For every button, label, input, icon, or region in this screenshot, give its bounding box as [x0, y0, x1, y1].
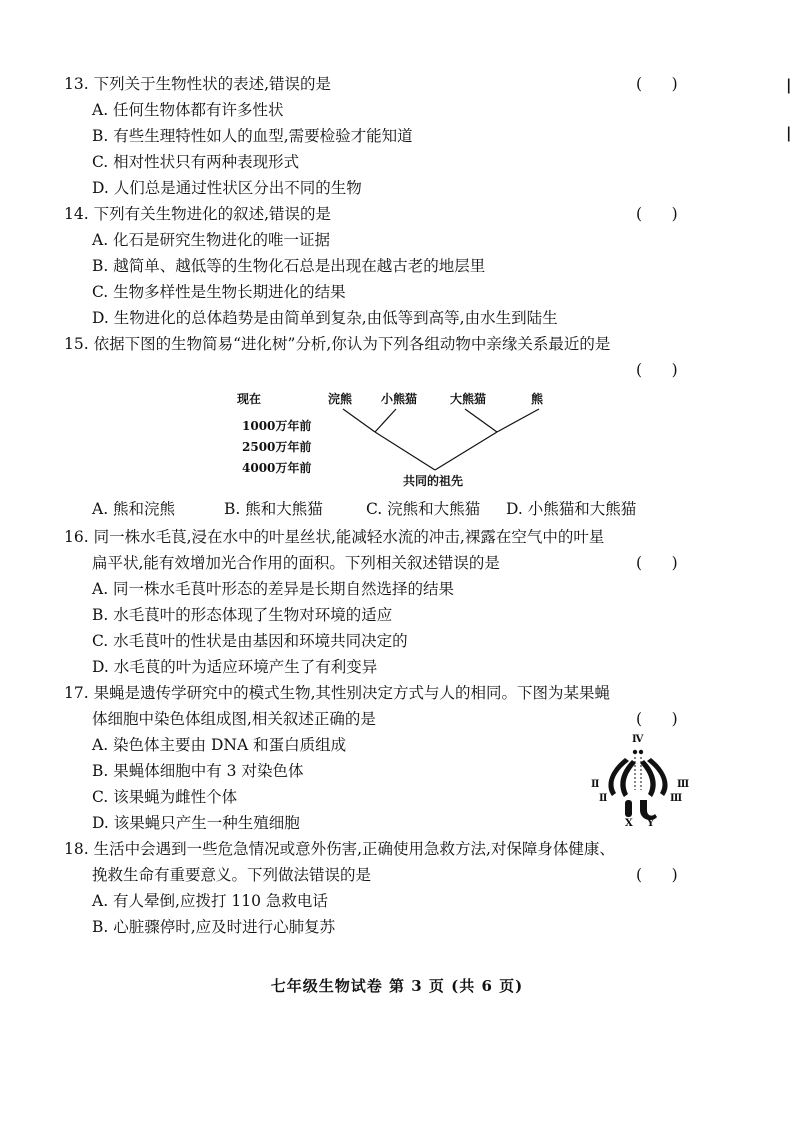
tree-animal-bear: 熊 — [531, 392, 544, 406]
q14-option-b: B. 越简单、越低等的生物化石总是出现在越古老的地层里 — [92, 257, 486, 275]
chromosome-label-ii-b: Ⅱ — [599, 793, 608, 804]
chromosome-label-ii-a: Ⅱ — [591, 779, 600, 790]
tree-ancestor: 共同的祖先 — [403, 474, 464, 488]
q17-option-d: D. 该果蝇只产生一种生殖细胞 — [92, 814, 300, 832]
q16-option-b: B. 水毛茛叶的形态体现了生物对环境的适应 — [92, 606, 393, 624]
q17-stem-cont: 体细胞中染色体组成图,相关叙述正确的是 — [92, 710, 376, 728]
chromosome-label-y: Y — [647, 818, 655, 829]
chromosome-label-x: X — [625, 818, 633, 829]
q15-stem: 15. 依据下图的生物简易“进化树”分析,你认为下列各组动物中亲缘关系最近的是 — [64, 335, 611, 353]
tree-time-3: 4000万年前 — [242, 461, 312, 475]
q16-answer-paren: ( ) — [636, 554, 678, 572]
branch-red-panda — [375, 409, 396, 432]
q14-option-a: A. 化石是研究生物进化的唯一证据 — [92, 231, 331, 249]
branch-raccoon — [343, 409, 375, 432]
tree-time-now: 现在 — [237, 392, 262, 406]
q18-option-a: A. 有人晕倒,应拨打 110 急救电话 — [92, 892, 328, 910]
q16-option-d: D. 水毛茛的叶为适应环境产生了有利变异 — [92, 658, 378, 676]
edge-mark: | — [786, 76, 792, 94]
q18-stem-cont: 挽救生命有重要意义。下列做法错误的是 — [92, 866, 372, 884]
q14-stem: 14. 下列有关生物进化的叙述,错误的是 — [64, 205, 332, 223]
q13-answer-paren: ( ) — [636, 75, 678, 93]
q14-answer-paren: ( ) — [636, 205, 678, 223]
q13-option-c: C. 相对性状只有两种表现形式 — [92, 153, 300, 171]
tree-animal-raccoon: 浣熊 — [328, 392, 353, 406]
q17-stem: 17. 果蝇是遗传学研究中的模式生物,其性别决定方式与人的相同。下图为某果蝇 — [64, 684, 611, 702]
chromosome-label-iii-b: Ⅲ — [670, 793, 683, 804]
q18-answer-paren: ( ) — [636, 866, 678, 884]
page-footer: 七年级生物试卷 第 3 页 (共 6 页) — [270, 977, 524, 995]
q17-option-b: B. 果蝇体细胞中有 3 对染色体 — [92, 762, 304, 780]
tree-time-1: 1000万年前 — [242, 419, 312, 433]
q15-option-c: C. 浣熊和大熊猫 — [366, 500, 481, 518]
tree-animal-red-panda: 小熊猫 — [381, 392, 418, 406]
edge-mark: | — [786, 124, 792, 142]
branch-giant-panda — [465, 409, 497, 432]
tree-time-2: 2500万年前 — [242, 440, 312, 454]
q17-answer-paren: ( ) — [636, 710, 678, 728]
q15-option-b: B. 熊和大熊猫 — [224, 500, 323, 518]
q13-option-d: D. 人们总是通过性状区分出不同的生物 — [92, 179, 362, 197]
q13-option-a: A. 任何生物体都有许多性状 — [92, 101, 284, 119]
q16-stem: 16. 同一株水毛茛,浸在水中的叶星丝状,能减轻水流的冲击,裸露在空气中的叶星 — [64, 528, 605, 546]
branch-right-clade — [435, 432, 497, 470]
q15-option-d: D. 小熊猫和大熊猫 — [506, 500, 637, 518]
q16-stem-cont: 扁平状,能有效增加光合作用的面积。下列相关叙述错误的是 — [92, 554, 500, 572]
chromosome-label-iii-a: Ⅲ — [677, 779, 690, 790]
q15-answer-paren: ( ) — [636, 361, 678, 379]
q16-option-c: C. 水毛茛叶的性状是由基因和环境共同决定的 — [92, 632, 408, 650]
q18-stem: 18. 生活中会遇到一些危急情况或意外伤害,正确使用急救方法,对保障身体健康、 — [64, 840, 615, 858]
q17-option-c: C. 该果蝇为雌性个体 — [92, 788, 238, 806]
tree-animal-giant-panda: 大熊猫 — [450, 392, 487, 406]
chromosome-iv-dot — [633, 750, 637, 754]
chromosome-iv-dot — [639, 750, 643, 754]
q14-option-c: C. 生物多样性是生物长期进化的结果 — [92, 283, 346, 301]
q17-option-a: A. 染色体主要由 DNA 和蛋白质组成 — [92, 736, 347, 754]
branch-left-clade — [375, 432, 435, 470]
chromosome-x — [625, 800, 632, 817]
q18-option-b: B. 心脏骤停时,应及时进行心肺复苏 — [92, 918, 336, 936]
chromosome-label-iv: Ⅳ — [632, 734, 644, 745]
branch-bear — [497, 409, 539, 432]
q14-option-d: D. 生物进化的总体趋势是由简单到复杂,由低等到高等,由水生到陆生 — [92, 309, 558, 327]
q16-option-a: A. 同一株水毛茛叶形态的差异是长期自然选择的结果 — [92, 580, 455, 598]
q13-stem: 13. 下列关于生物性状的表述,错误的是 — [64, 75, 332, 93]
q15-option-a: A. 熊和浣熊 — [92, 500, 176, 518]
q13-option-b: B. 有些生理特性如人的血型,需要检验才能知道 — [92, 127, 413, 145]
